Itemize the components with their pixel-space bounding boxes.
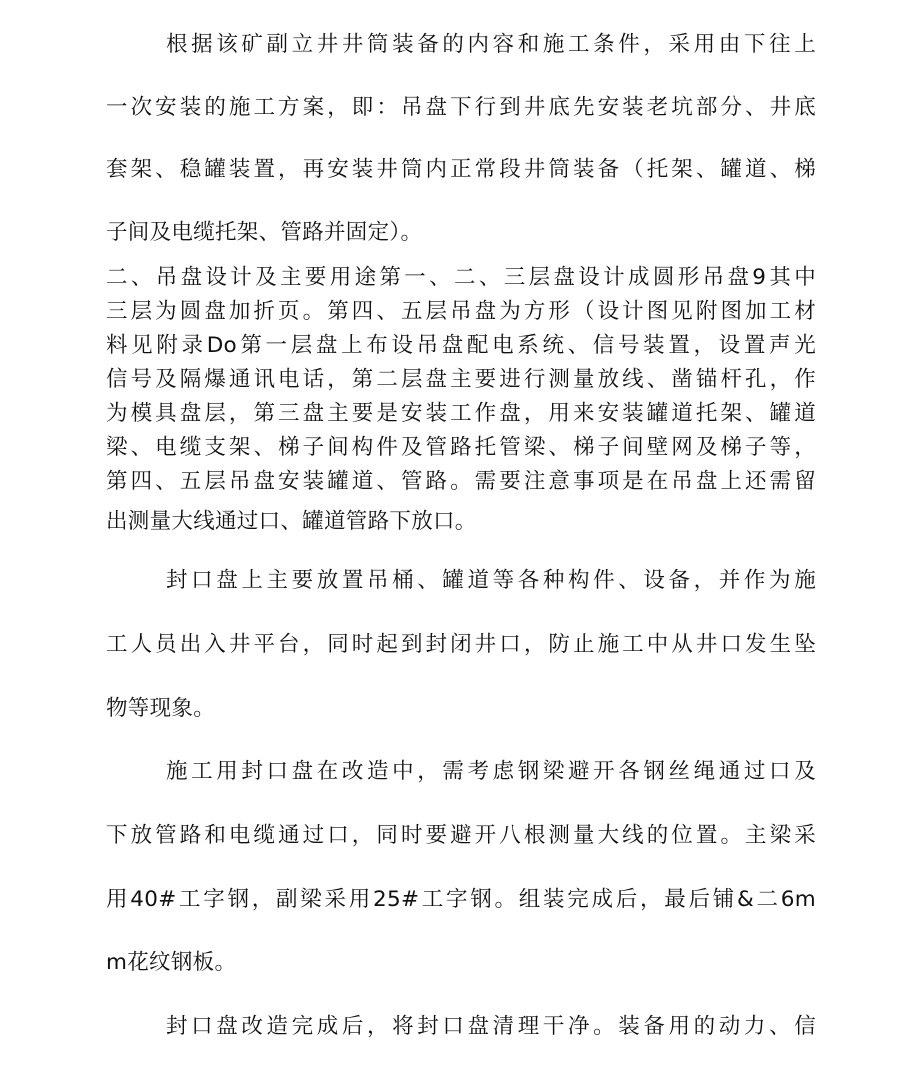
paragraph-1-line-1: 根据该矿副立井井筒装备的内容和施工条件，采用由下往上 <box>166 32 816 57</box>
paragraph-2-line-7: 第四、五层吊盘安装罐道、管路。需要注意事项是在吊盘上还需留 <box>106 469 816 494</box>
paragraph-1-line-2: 一次安装的施工方案，即：吊盘下行到井底先安装老坑部分、井底 <box>106 95 816 120</box>
paragraph-1-line-3: 套架、稳罐装置，再安装井筒内正常段井筒装备（托架、罐道、梯 <box>106 157 816 182</box>
paragraph-3-line-3: 物等现象。 <box>106 696 216 721</box>
paragraph-2-line-3: 料见附录Do第一层盘上布设吊盘配电系统、信号装置，设置声光 <box>106 333 816 358</box>
paragraph-4-line-3: 用40#工字钢，副梁采用25#工字钢。组装完成后，最后铺&二6m <box>106 887 816 912</box>
paragraph-3-line-1: 封口盘上主要放置吊桶、罐道等各种构件、设备，并作为施 <box>166 568 816 593</box>
paragraph-4-line-2: 下放管路和电缆通过口，同时要避开八根测量大线的位置。主梁采 <box>106 823 816 848</box>
paragraph-4-line-1: 施工用封口盘在改造中，需考虑钢梁避开各钢丝绳通过口及 <box>166 759 816 784</box>
paragraph-2-line-4: 信号及隔爆通讯电话，第二层盘主要进行测量放线、凿锚杆孔，作 <box>106 367 816 392</box>
paragraph-2-line-1: 二、吊盘设计及主要用途第一、二、三层盘设计成圆形吊盘9其中 <box>106 265 816 290</box>
paragraph-5-line-1: 封口盘改造完成后，将封口盘清理干净。装备用的动力、信 <box>166 1014 816 1039</box>
paragraph-1-line-4: 子间及电缆托架、管路并固定）。 <box>106 220 423 245</box>
paragraph-3-line-2: 工人员出入井平台，同时起到封闭井口，防止施工中从井口发生坠 <box>106 632 816 657</box>
paragraph-2-line-8: 出测量大线通过口、罐道管路下放口。 <box>106 509 477 534</box>
paragraph-2-line-5: 为模具盘层，第三盘主要是安装工作盘，用来安装罐道托架、罐道 <box>106 401 816 426</box>
paragraph-2-line-6: 梁、电缆支架、梯子间构件及管路托管梁、梯子间壁网及梯子等， <box>106 435 816 460</box>
paragraph-2-line-2: 三层为圆盘加折页。第四、五层吊盘为方形（设计图见附图加工材 <box>106 299 816 324</box>
paragraph-4-line-4: m花纹钢板。 <box>106 950 237 975</box>
